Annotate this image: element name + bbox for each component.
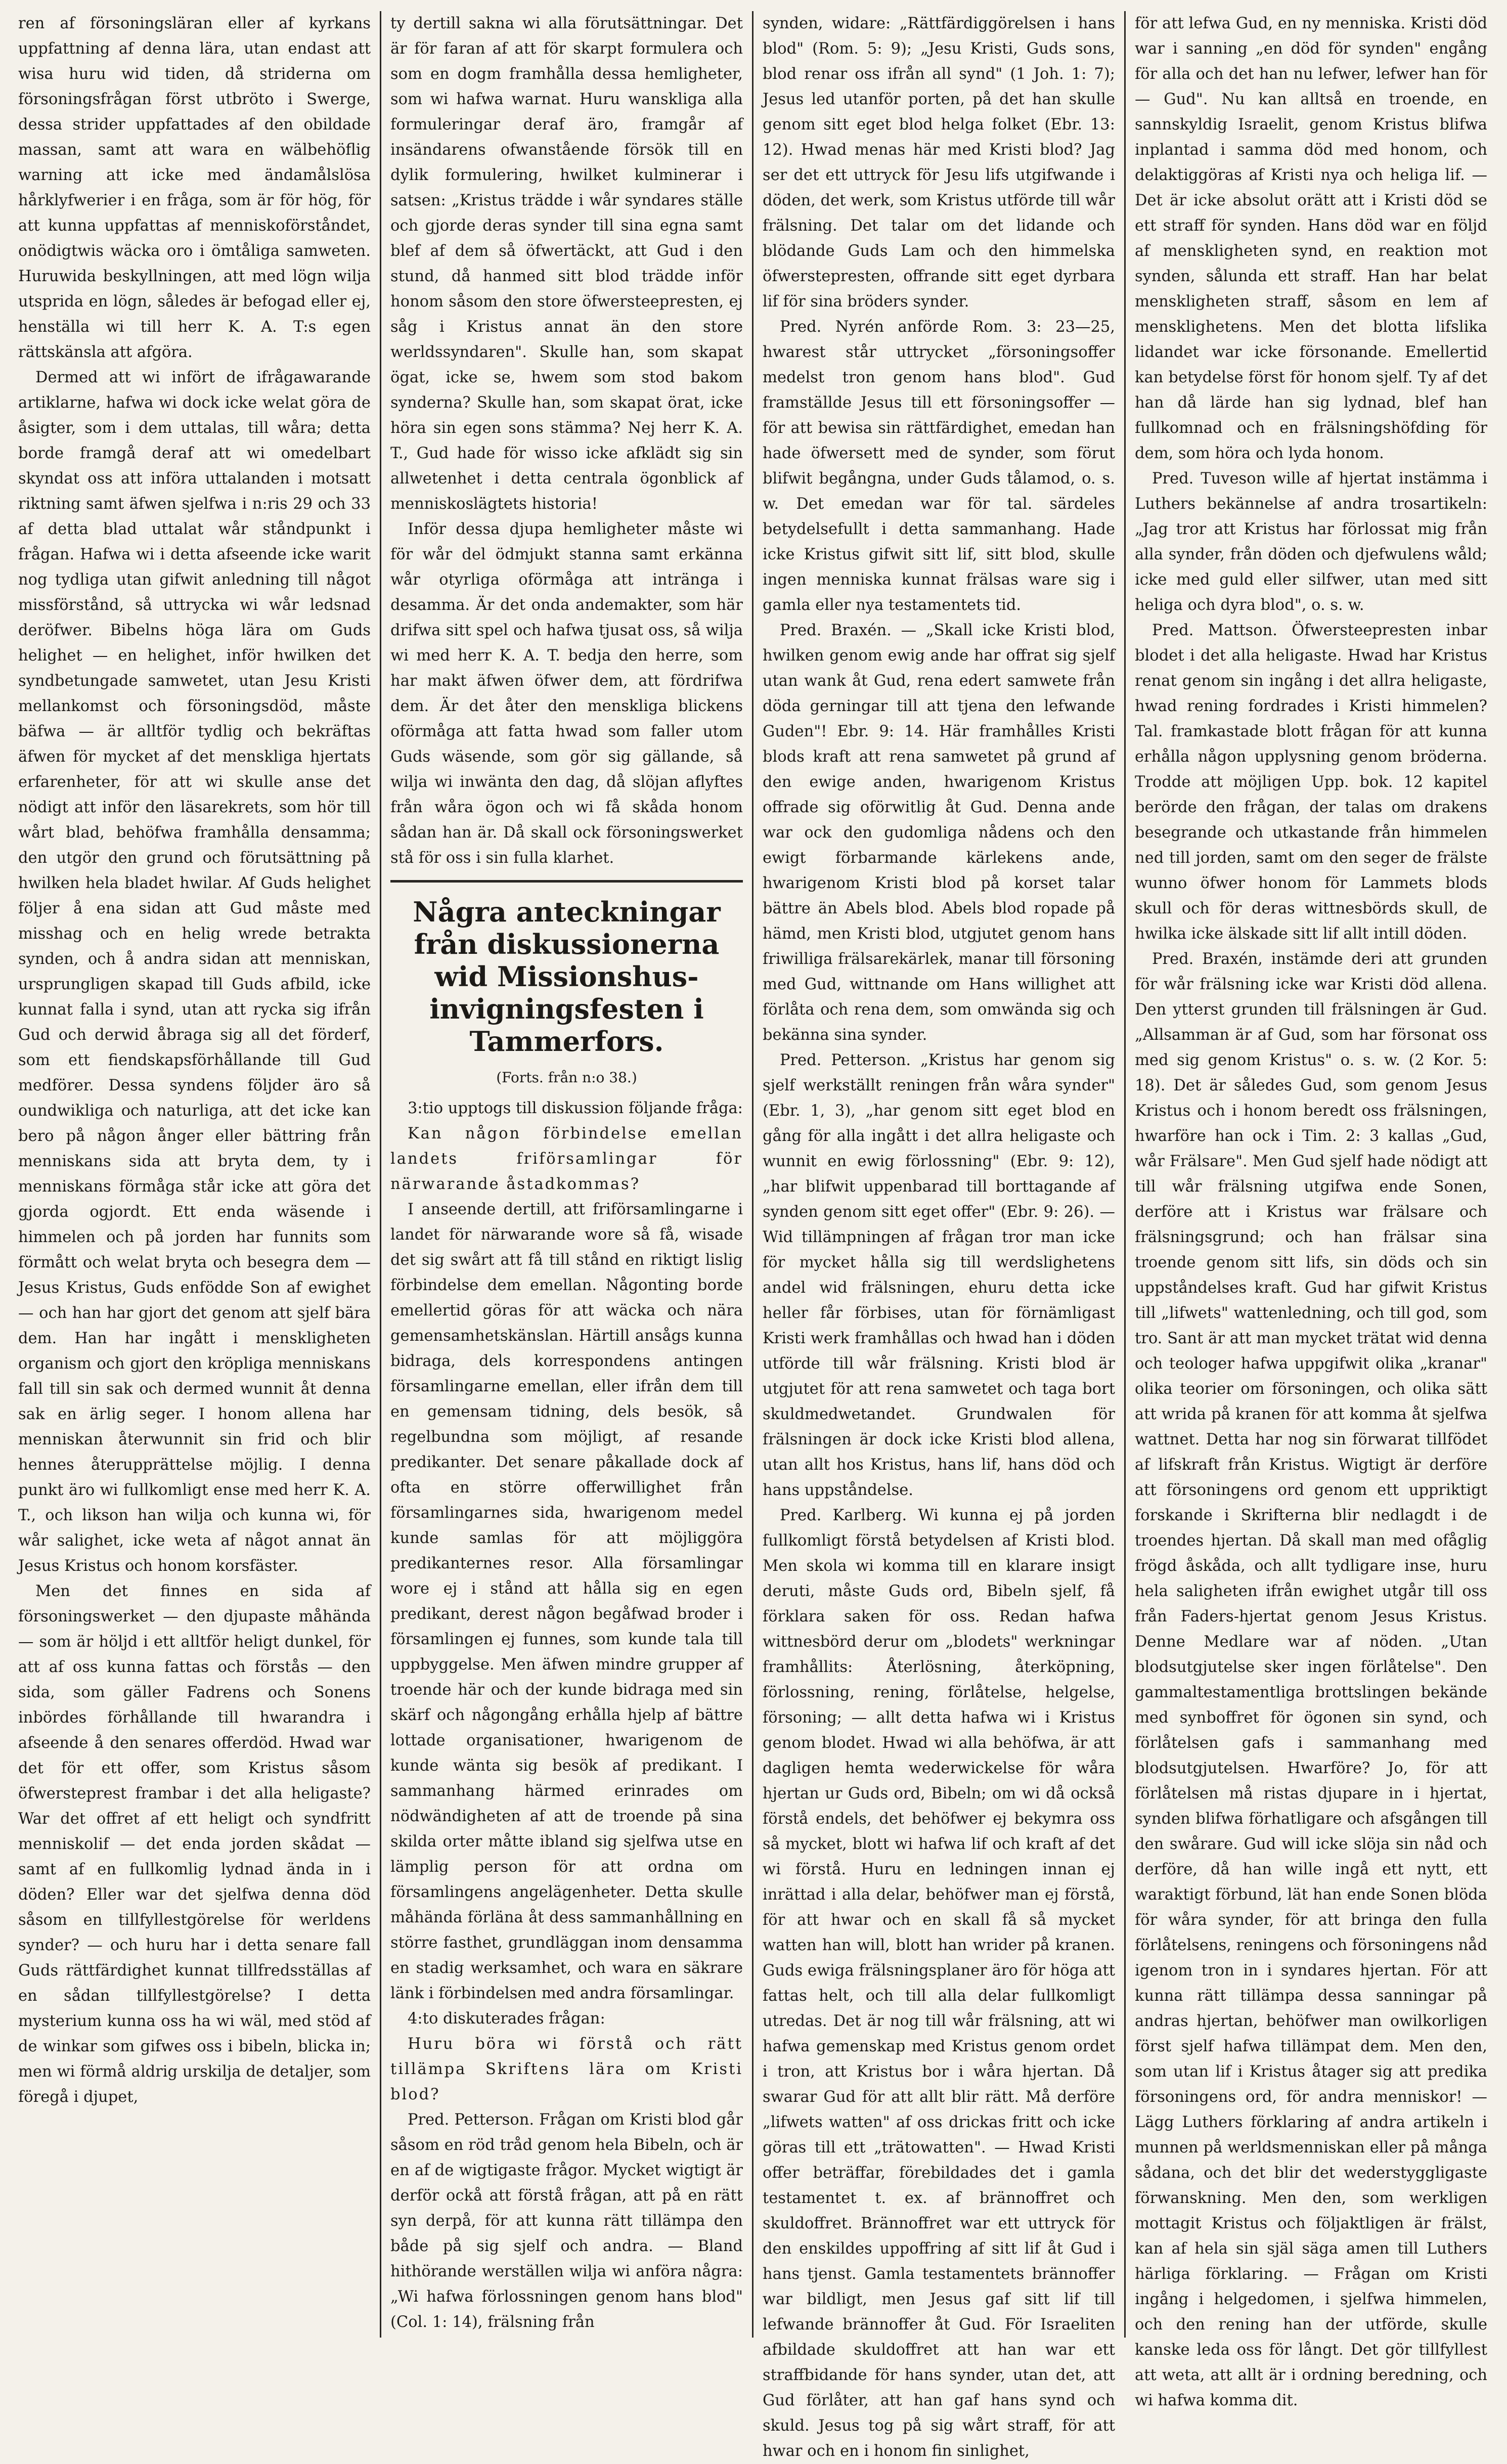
body-paragraph: Men det finnes en sida af försoningswerket — den djupaste måhända — som är höljd i ett alltför heligt dunkel, för att af oss kunna fattas och förstås — den sida, som gäller Fadrens och Sonens inbördes förhållande till hwarandra i afseende å den senares offerdöd. Hwad war det för ett offer, som Kristus såsom öfwersteprest frambar i det alla heligaste? War det offret af ett heligt och syndfritt menniskolif — det enda jorden skådat — samt af en fullkomlig lydnad ända in i döden? Eller war det sjelfwa denna död såsom en tillfyllestgörelse för werldens synder? — och huru har i detta senare fall Guds rättfärdighet kunnat tillfredsställas af en sådan tillfyllestgörelse? I detta mysterium kunna oss ha wi wäl, med stöd af de winkar som gifwes oss i bibeln, blicka in; men wi förmå aldrig urskilja de detaljer, som föregå i djupet, (18, 1582, 371, 2106)
article-headline: Några anteckningar från diskussionerna wid Missionshus-invigningsfesten i Tammerfors. (413, 896, 721, 1058)
body-paragraph: Pred. Karlberg. Wi kunna ej på jorden fullkomligt förstå betydelsen af Kristi blod. Men skola wi komma till en klarare insigt deruti, måste Guds ord, Bibeln sjelf, få förklara saken för oss. Redan hafwa wittnesbörd derur om „blodets" werkningar framhållits: Återlösning, återköpning, förlossning, rening, förlåtelse, helgelse, försoning; — allt detta hafwa wi i Kristus genom blodet. Hwad wi alla behöfwa, är att dagligen hemta wederwickelse för wåra hjertan ur Guds ord, Bibeln; om wi då också förstå endels, det behöfwer ej bekymra oss så mycket, blott wi hafwa lif och kraft af det wi förstå. Huru en ledningen innan ej inrättad i alla delar, behöfwer man ej förstå, för att hwar och en skall få så mycket watten han will, blott han wrider på kranen. Guds ewiga frälsningsplaner äro för höga att fattas helt, och till alla delar fullkomligt utredas. Det är nog till wår frälsning, att wi hafwa gemenskap med Kristus genom ordet i tron, att Kristus bor i wåra hjertan. Då swarar Gud för att allt blir rätt. Må derföre „lifwets watten" af oss drickas fritt och icke göras till ett „trätowatten". — Hwad Kristi offer beträffar, förebildades det i gamla testamentet t. ex. af brännoffret och skuldoffret. Brännoffret war ett uttryck för den enskildes uppoffring af sitt lif åt Gud i hans tjenst. Gamla testamentets brännoffer war bildligt, men Jesus gaf sitt lif till lefwande brännoffer åt Gud. För Israeliten afbildade skuldoffret att han war ett straffbidande för hans synder, utan det, att Gud förlåter, att han gaf hans synd och skuld. Jesus tog på sig wårt straff, för att hwar och en i honom fin sinlighet, (763, 1507, 1115, 2460)
column-4 (1129, 11, 1493, 2409)
body-paragraph: Pred. Tuveson wille af hjertat instämma i Luthers bekännelse af andra trosartikeln: „Jag tror att Kristus har förlossat mig från alla synder, från döden och djefwulens wåld; icke med guld eller silfwer, utan med sitt heliga och dyra blod", o. s. w. (1135, 470, 1487, 614)
column-2 (384, 11, 749, 2338)
column-rule (752, 11, 753, 2338)
body-paragraph: I anseende dertill, att friförsamlingarne i landet för närwarande wore så få, wisade det sig swårt att få till stånd en riktigt lislig förbindelse dem emellan. Någonting borde emellertid göras för att wäcka och nära gemensamhetskänslan. Härtill ansågs kunna bidraga, dels korrespondens antingen församlingarne emellan, eller ifrån dem till en gemensam tidning, dels besök, så regelbundna som möjligt, af resande predikanter. Det senare påkallade dock af ofta en större offerwillighet från församlingarnes sida, hwarigenom medel kunde samlas för att möjliggöra predikanternes resor. Alla församlingar wore ej i stånd att hålla sig en egen predikant, derest någon begåfwad broder i församlingen ej funnes, som kunde tala till uppbyggelse. Men äfwen mindre grupper af troende här och der kunde bidraga med sin skärf och någongång erhålla hjelp af bättre lottade organisationer, hwarigenom de kunde wänta sig besök af predikant. I sammanhang härmed erinrades om nödwändigheten af att de troende på sina skilda orter måtte ibland sig sjelfwa utse en lämplig person för att ordna om församlingens angelägenheter. Detta skulle måhända förläna åt dess sammanhållning en större fasthet, grundläggan inom densamma en stadig werksamhet, och wara en säkrare länk i förbindelsen med andra församlingar. (390, 1201, 743, 2002)
body-paragraph: 3:tio upptogs till diskussion följande fråga: (408, 1099, 743, 1117)
article-header (390, 880, 743, 1089)
body-paragraph: ren af försoningsläran eller af kyrkans uppfattning af denna lära, utan endast att wisa huru wid tiden, då striderna om försoningsfrågan först utbröto i Swerge, dessa strider uppfattades af den obildade massan, samt att wara en wälbehöflig warning att icke med ändamålslösa hårklyfwerier i en fråga, som är för hög, för att kunna uppfattas af menniskoförståndet, onödigtwis wäcka oro i ömtåliga samweten. Huruwida beskyllningen, att med lögn wilja utsprida en lögn, således är befogad eller ej, henställa wi till herr K. A. T:s egen rättskänsla att afgöra. (18, 15, 371, 361)
body-paragraph: Pred. Nyrén anförde Rom. 3: 23—25, hwarest står uttrycket „försoningsoffer medelst tron genom hans blod". Gud framställde Jesus till ett försoningsoffer — för att bewisa sin rättfärdighet, emedan han hade öfwersett med de synder, som förut blifwit begångna, under Guds tålamod, o. s. w. Det emedan war för tal. särdeles betydelsefullt i detta sammanhang. Hade icke Kristus gifwit sitt lif, sitt blod, skulle ingen menniska kunnat frälsas ware sig i gamla eller nya testamentets tid. (763, 318, 1115, 614)
body-paragraph: Pred. Braxén, instämde deri att grunden för wår frälsning icke war Kristi död allena. Den ytterst grunden till frälsningen är Gud. „Allsamman är af Gud, som har försonat oss med sig genom Kristus" o. s. w. (2 Kor. 5: 18). Det är således Gud, som genom Jesus Kristus och i honom beredt oss frälsningen, hwarföre han ock i Tim. 2: 3 kallas „Gud, wår Frälsare". Men Gud sjelf hade nödigt att till wår frälsning utgifwa ende Sonen, derföre att i Kristus war frälsare och frälsningsgrund; och han frälsar sina troende genom sitt lifs, sin döds och sin uppståndelses kraft. Gud har gifwit Kristus till „lifwets" wattenledning, och till god, som tro. Sant är att man mycket trätat wid denna och teologer hafwa uppgifwit olika „kranar" olika teorier om försoningen, och olika sätt att wrida på kranen för att komma åt sjelfwa wattnet. Detta har nog sin förwarat tillfödet af lifskraft från Kristus. Wigtigt är derföre att försoningens ord genom ett uppriktigt forskande i Skrifterna blir nedlagdt i de troendes hjertan. Då skall man med ofåglig frögd åskåda, och allt tydligare inse, huru hela saligheten ifrån ewighet utgår till oss från Faders-hjertat genom Jesus Kristus. Denne Medlare war af nöden. „Utan blodsutgjutelse sker ingen förlåtelse". Den gammaltestamentliga brottslingen bekände med synboffret för ögonen sin synd, och förlåtelsen gafs i sammanhang med blodsutgjutelsen. Hwarföre? Jo, för att förlåtelsen må ristas djupare in i hjertat, synden blifwa förhatligare och afsgången till den swårare. Gud will icke slöja sin nåd och derföre, då han wille ingå ett nytt, ett waraktigt förbund, lät han ende Sonen blöda för wåra synder, för att bringa den fulla förlåtelsens, reningens och försoningens nåd igenom tron in i syndares hjertan. För att kunna rätt tillämpa dessa sanningar på andras hjertan, behöfwer man owilkorligen först sjelf hafwa tillämpat dem. Men den, som utan lif i Kristus åtager sig att predika försoningens ord, för andra menniskor! — Lägg Luthers förklaring af andra artikeln i munnen på werldsmenniskan eller på många sådana, och det blir det wederstyggligaste förwanskning. Men den, som werkligen mottagit Kristus och följaktligen är frälst, kan af hela sin själ säga amen till Luthers härliga förklaring. — Frågan om Kristi ingång i helgedomen, i sjelfwa himmelen, och den rening han der utförde, skulle kanske leda oss för långt. Det gör tillfyllest att weta, att allt är i ordning beredning, och wi hafwa komma dit. (1135, 950, 1487, 2409)
body-paragraph: synden, widare: „Rättfärdiggörelsen i hans blod" (Rom. 5: 9); „Jesu Kristi, Guds sons, blod renar oss ifrån all synd" (1 Joh. 1: 7); Jesus led utanför porten, på det han skulle genom sitt eget blod helga folket (Ebr. 13: 12). Hwad menas här med Kristi blod? Jag ser det ett uttryck för Jesu lifs utgifwande i döden, det werk, som Kristus utförde till wår frälsning. Det talar om det lidande och blödande Guds Lam och den himmelska öfwerstepresten, offrande sitt eget dyrbara lif för sina bröders synder. (763, 15, 1115, 311)
body-paragraph: för att lefwa Gud, en ny menniska. Kristi död war i sanning „en död för synden" engång för alla och det han nu lefwer, lefwer han för — Gud". Nu kan alltså en troende, en sannskyldig Israelit, genom Kristus blifwa inplantad i samma död med honom, och delaktiggöras af Kristi nya och heliga lif. — Det är icke absolut orätt att i Kristi död se ett straff för synden. Hans död war en följd af menskligheten synd, en reaktion mot synden, sålunda ett straff. Han har belat menskligheten straff, såsom en lem af mensklighetens. Men det blotta lifslika lidandet war icke försonande. Emellertid kan betydelse först för honom sjelf. Ty af det han då lärde han sig lydnad, blef han fullkomnad och en frälsningshöfding för dem, som höra och lyda honom. (1135, 15, 1487, 462)
discussion-question: Kan någon förbindelse emellan landets friförsamlingar för närwarande åstadkommas? (390, 1125, 743, 1193)
discussion-question: Huru böra wi förstå och rätt tillämpa Skriftens lära om Kristi blod? (390, 2035, 743, 2103)
column-1 (12, 11, 377, 2338)
body-paragraph: Pred. Petterson. Frågan om Kristi blod går såsom en röd tråd genom hela Bibeln, och är en af de wigtigaste frågor. Mycket wigtigt är derför ockå att förstå frågan, att på en rätt syn derpå, för att kunna rätt tillämpa den både på sig sjelf och andra. — Bland hithörande werställen wilja wi anföra några: „Wi hafwa förlossningen genom hans blod" (Col. 1: 14), frälsning från (390, 2111, 743, 2331)
body-paragraph: Pred. Petterson. „Kristus har genom sig sjelf werkställt reningen från wåra synder" (Ebr. 1, 3), „har genom sitt eget blod en gång för alla ingått i det allra heligaste och wunnit en ewig förlossning" (Ebr. 9: 12), „har blifwit uppenbarad till borttagande af synden genom sitt eget offer" (Ebr. 9: 26). — Wid tillämpningen af frågan tror man icke för mycket hålla sig till werdslighetens andel wid frälsningen, ehuru detta icke heller får förbises, utan för förnämligast Kristi werk framhållas och hwad han i döden utförde till wår frälsning. Kristi blod är utgjutet för att rena samwetet och taga bort skuldmedwetandet. Grundwalen för frälsningen är dock icke Kristi blod allena, utan allt hos Kristus, hans lif, hans död och hans uppståndelse. (763, 1051, 1115, 1499)
column-rule (1124, 11, 1126, 2338)
column-layout (12, 11, 1495, 2460)
body-paragraph: 4:to diskuterades frågan: (408, 2010, 605, 2028)
body-paragraph: ty dertill sakna wi alla förutsättningar. Det är för faran af att för skarpt formulera och som en dogm framhålla dessa hemligheter, som wi hafwa warnat. Huru wanskliga alla formuleringar deraf äro, framgår af insändarens ofwanstående försök till en dylik formulering, hwilket kulminerar i satsen: „Kristus trädde i wår syndares ställe och gjorde deras synder till sina egna samt blef af dem så öfwertäckt, att Gud i den stund, då hanmed sitt blod trädde inför honom såsom den store öfwersteepresten, ej såg i Kristus annat än den store werldssyndaren". Skulle han, som skapat ögat, icke se, hwem som stod bakom synderna? Skulle han, som skapat örat, icke höra sin egen sons stämma? Nej herr K. A. T., Gud hade för wisso icke afklädt sig sin allwetenhet i detta centrala ögonblick af menniskoslägtets historia! (390, 15, 743, 513)
column-3 (757, 11, 1121, 2460)
body-paragraph: Pred. Mattson. Öfwersteepresten inbar blodet i det alla heligaste. Hwad har Kristus renat genom sin ingång i det allra heligaste, hwad rening fordrades i Kristi himmelen? Tal. framkastade blott frågan för att kunna erhålla någon upplysning genom bröderna. Trodde att möjligen Upp. bok. 12 kapitel berörde den frågan, der talas om drakens besegrande och utkastande från himmelen ned till jorden, samt om den seger de frälste wunno öfwer honom för Lammets blods skull och för deras wittnesbörds skull, de hwilka icke älskade sitt lif allt intill döden. (1135, 622, 1487, 943)
body-paragraph: Pred. Braxén. — „Skall icke Kristi blod, hwilken genom ewig ande har offrat sig sjelf utan wank åt Gud, rena edert samwete från döda gerningar till att tjena den lefwande Guden"! Ebr. 9: 14. Här framhålles Kristi blods kraft att rena samwetet på grund af den ewige anden, hwarigenom Kristus offrade sig oförwitlig åt Gud. Denna ande war ock den gudomliga nådens och den ewigt förbarmande kärlekens ande, hwarigenom Kristi blod på korset talar bättre än Abels blod. Abels blod ropade på hämd, men Kristi blod, utgjutet genom hans friwilliga frälsarekärlek, manar till försoning med Gud, wittnande om Hans willighet att förlåta och rena dem, som omwända sig och bekänna sina synder. (763, 622, 1115, 1044)
continuation-note: (Forts. från n:o 38.) (496, 1069, 637, 1086)
body-paragraph: Dermed att wi infört de ifrågawarande artiklarne, hafwa wi dock icke welat göra de åsigter, som i dem uttalas, till wåra; detta borde framgå deraf att wi omedelbart skyndat oss att införa uttalanden i motsatt riktning samt äfwen sjelfwa i n:ris 29 och 33 af detta blad uttalat wår ståndpunkt i frågan. Hafwa wi i detta afseende icke warit nog tydliga utan gifwit anledning till något missförstånd, så uttrycka wi wår ledsnad deröfwer. Bibelns höga lära om Guds helighet — en helighet, inför hwilken det syndbetungade samwetet, utan Jesu Kristi mellankomst och försoningsdöd, måste bäfwa — är alltför tydlig och bekräftas äfwen för mycket af det menskliga hjertats erfarenheter, för att wi skulle anse det nödigt att inför den läsarekrets, som hör till wårt blad, behöfwa framhålla densamma; den utgör den grund och förutsättning på hwilken hela bladet hwilar. Af Guds helighet följer å ena sidan att Gud måste med misshag och en helig wrede betrakta synden, och å andra sidan att menniskan, ursprungligen skapad till Guds afbild, icke kunnat falla i synd, utan att rycka sig ifrån Gud och derwid åbraga sig all det förderf, som ett fiendskapsförhållande till Gud medförer. Dessa syndens följder äro så oundwikliga och naturliga, att det icke kan bero på någon ånger eller bättring från menniskans sida att bryta dem, ty i menniskans förmåga står icke att göra det gjorda ogjordt. Ett enda wäsende i himmelen och på jorden har funnits som förmått och welat bryta och besegra dem — Jesus Kristus, Guds enfödde Son af ewighet — och han har gjort det genom att sjelf bära dem. Han har ingått i menskligheten organism och gjort den kröpliga menniskans fall till sin sak och dermed wunnit åt denna sak en ärlig seger. I honom allena har menniskan återwunnit sin frid och blir hennes återupprättelse möjlig. I denna punkt äro wi fullkomligt ense med herr K. A. T., och likson han wilja och kunna wi, för wår salighet, icke weta af något annat än Jesus Kristus och honom korsfäster. (18, 369, 371, 1575)
column-rule (380, 11, 381, 2338)
body-paragraph: Inför dessa djupa hemligheter måste wi för wår del ödmjukt stanna samt erkänna wår otyrliga oförmåga att intränga i desamma. Är det onda andemakter, som här drifwa sitt spel och hafwa tjusat oss, så wilja wi med herr K. A. T. bedja den herre, som har makt äfwen öfwer dem, att fördrifwa dem. Är det åter den menskliga blickens oförmåga att fatta hwad som faller utom Guds wäsende, som gör sig gällande, så wilja wi inwänta den dag, då slöjan aflyftes från wåra ögon och wi få skåda honom sådan han är. Då skall ock försoningswerket stå för oss i sin fulla klarhet. (390, 520, 743, 867)
